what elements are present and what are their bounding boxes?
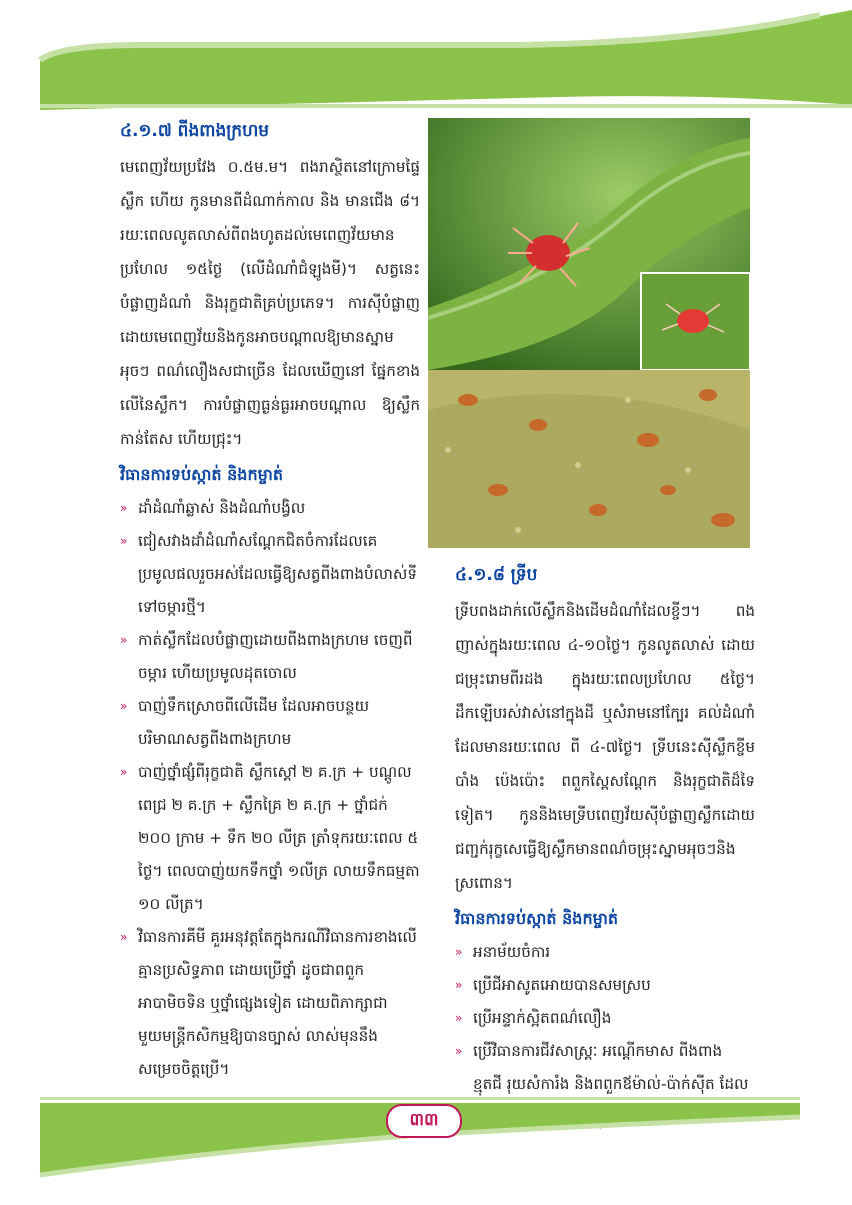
bullet-icon: » bbox=[120, 501, 128, 515]
section-heading-spider-mite: ៤.១.៧ ពីងពាងក្រហម bbox=[120, 121, 270, 141]
thrips-description: ទ្រីបពងដាក់លើស្លឹកនិងដើមដំណាំដែលខ្ចីៗ។ ពងញាស់ក្នុងរយៈពេល ៤-១០ថ្ងៃ។ កូនលូតលាស់ ដោយជម្រុះរោមពីរដង ក្នុងរយៈពេលប្រហែល ៥ថ្ងៃ។ ដឹកឡើបរស់វាស់នៅក្នុងដី ឬសំរាមនៅក្បែរ គល់ដំណាំដែលមានរយៈពេល ពី ៤-៧ថ្ងៃ។ ទ្រីបនេះស៊ីស្លឹកខ្ចីមបាំង ប៉េងប៉ោះ ពពួកស្ពៃសណ្តែក និងរុក្ខជាតិដ៏ទៃទៀត។ កូននិងមេទ្រីបពេញវ័យស៊ីបំផ្លាញស្លឹកដោយជញ្ជក់រុក្ខសេធ្វើឱ្យស្លឹកមានពណ៌ចម្រុះស្នាមអុចៗនិងស្រពោន។ bbox=[455, 602, 755, 892]
bullet-icon: » bbox=[455, 978, 463, 992]
red-spider-mite-photo bbox=[428, 118, 750, 370]
bullet-icon: » bbox=[455, 1011, 463, 1025]
pest-photos bbox=[428, 118, 750, 548]
list-item: » ប្រើជីអាសូតអោយបានសមស្រប bbox=[455, 969, 755, 1002]
header-band bbox=[0, 0, 852, 125]
left-column bbox=[120, 118, 420, 1086]
list-item: » បាញ់ទឹកស្រោចពីលើដើម ដែលអាចបន្ថយ បរិមាណសត្វពីងពាងក្រហម bbox=[120, 690, 420, 756]
bullet-icon: » bbox=[120, 699, 128, 713]
list-item: » វិធានការគីមី គួរអនុវត្តតែក្នុងករណីវិធានការខាងលើគ្មានប្រសិទ្ធភាព ដោយប្រើថ្នាំ ដូចជាពពួកអាបាមិចទិន ឬថ្នាំផ្សេងទៀត ដោយពិភាក្សាជាមួយមន្រ្តីកសិកម្មឱ្យបានច្បាស់ លាស់មុននឹងសម្រេចចិត្តប្រើ។ bbox=[120, 921, 420, 1086]
bullet-icon: » bbox=[455, 945, 463, 959]
mite-colony-photo bbox=[428, 370, 750, 548]
page-number: ៣៣ bbox=[386, 1104, 462, 1138]
bullet-icon: » bbox=[120, 633, 128, 647]
list-item: » កាត់ស្លឹកដែលបំផ្លាញដោយពីងពាងក្រហម ចេញពីចម្ការ ហើយប្រមូលដុតចោល bbox=[120, 624, 420, 690]
right-column bbox=[455, 562, 755, 1134]
list-item: » ប្រើអន្ទាក់ស្អិតពណ៌លឿង bbox=[455, 1002, 755, 1035]
list-item: » ប្រើវិធានការជីវសាស្រ្តៈ អណ្តើកមាស ពីងពាង ខ្មុតជី រុយសំការំង និងពពួកឪម៉ាល់-ប៉ាក់ស៊ីត ដែល bbox=[455, 1035, 755, 1134]
section-heading-thrips: ៤.១.៨ ទ្រីប bbox=[455, 565, 538, 585]
list-item: » បាញ់ថ្នាំផ្សំពីរុក្ខជាតិ ស្លឹកស្តៅ ២ គ.ក្រ + បណ្តូលពេជ្រ ២ គ.ក្រ + ស្លឹកគ្រៃ ២ គ.ក្រ + ថ្នាំជក់ ២០០ ក្រាម + ទឹក ២០ លីត្រ ត្រាំទុករយៈពេល ៥ ថ្ងៃ។ ពេលបាញ់យកទឹកថ្នាំ ១លីត្រ លាយទឹកធម្មតា ១០ លីត្រ។ bbox=[120, 756, 420, 921]
bullet-icon: » bbox=[120, 765, 128, 779]
list-item: » អនាម័យចំការ bbox=[455, 936, 755, 969]
list-item: » ដាំដំណាំឆ្លាស់ និងដំណាំបង្វិល bbox=[120, 492, 420, 525]
control-list-spider-mite bbox=[120, 492, 420, 1086]
control-heading-spider-mite: វិធានការទប់ស្កាត់ និងកម្ចាត់ bbox=[120, 465, 283, 484]
bullet-icon: » bbox=[455, 1044, 463, 1058]
bullet-icon: » bbox=[120, 930, 128, 944]
spider-mite-description: មេពេញវ័យប្រវែង ០.៥ម.ម។ ពងរាស្ថិតនៅក្រោមផ្ទៃស្លឹក ហើយ កូនមានពីដំណាក់កាល និង មានជើង ៨។ រយៈពេលលូតលាស់ពីពងហូតដល់មេពេញវ័យមានប្រហែល ១៥ថ្ងៃ (លើដំណាំជំឡូងមី)។ សត្វនេះ បំផ្លាញដំណាំ និងរុក្ខជាតិគ្រប់ប្រភេទ។ ការស៊ីបំផ្លាញដោយមេពេញវ័យនិងកូនអាចបណ្តាលឱ្យមានស្នាម អុចៗ ពណ៌លឿងសជាច្រើន ដែលឃើញនៅ ផ្នែកខាង លើនៃស្លឹក។ ការបំផ្លាញធ្ងន់ធ្ងរអាចបណ្តាល ឱ្យស្លឹកកាន់តែស ហើយជ្រុះ។ bbox=[120, 158, 420, 448]
control-heading-thrips: វិធានការទប់ស្កាត់ និងកម្ចាត់ bbox=[455, 909, 618, 928]
bullet-icon: » bbox=[120, 534, 128, 548]
list-item: » ជៀសវាងដាំដំណាំសណ្តែកជិតចំការដែលគេប្រមូលផលរួចអស់ដែលធ្វើឱ្យសត្វពីងពាងបំលាស់ទីទៅចម្ការថ្មី។ bbox=[120, 525, 420, 624]
